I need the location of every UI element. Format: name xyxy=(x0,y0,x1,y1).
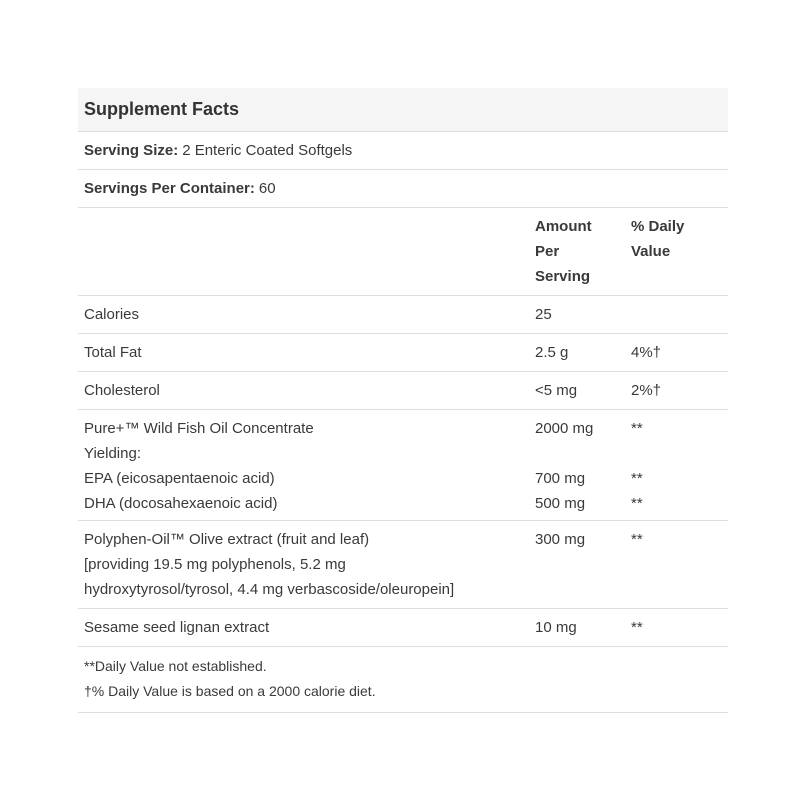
footnote-dv-not-established: **Daily Value not established. xyxy=(84,658,267,674)
nutrient-dv: 2%† xyxy=(631,382,662,399)
nutrient-row-fish-oil xyxy=(78,410,728,521)
yielding-label: Yielding: xyxy=(84,445,141,462)
nutrient-amount: 25 xyxy=(535,306,552,323)
epa-amount: 700 mg xyxy=(535,470,586,487)
dha-dv: ** xyxy=(631,495,643,512)
servings-per-container-label: Servings Per Container: xyxy=(84,180,255,197)
nutrient-row-total-fat xyxy=(78,334,728,372)
supplement-facts-panel xyxy=(78,88,728,713)
serving-size-label: Serving Size: xyxy=(84,142,179,159)
olive-detail-line: hydroxytyrosol/tyrosol, 4.4 mg verbascoside/oleuropein] xyxy=(84,581,455,598)
epa-dv: ** xyxy=(631,470,643,487)
olive-name-line: Polyphen-Oil™ Olive extract (fruit and leaf) xyxy=(84,531,370,548)
nutrient-amount: 10 mg xyxy=(535,619,577,636)
nutrient-dv: 4%† xyxy=(631,344,662,361)
column-header-row xyxy=(78,208,728,296)
dha-amount: 500 mg xyxy=(535,495,586,512)
nutrient-name: Calories xyxy=(84,306,140,323)
olive-detail-line: [providing 19.5 mg polyphenols, 5.2 mg xyxy=(84,556,346,573)
footnotes xyxy=(78,647,728,713)
olive-dv: ** xyxy=(631,531,643,548)
nutrient-row-cholesterol xyxy=(78,372,728,410)
nutrient-row-sesame xyxy=(78,609,728,647)
nutrient-amount: <5 mg xyxy=(535,382,578,399)
nutrient-row-olive-extract xyxy=(78,521,728,609)
nutrient-amount: 2.5 g xyxy=(535,344,569,361)
fish-oil-name: Pure+™ Wild Fish Oil Concentrate xyxy=(84,420,314,437)
servings-per-container-value: 60 xyxy=(258,180,276,197)
nutrient-dv: ** xyxy=(631,619,643,636)
servings-per-container-row xyxy=(78,170,728,208)
footnote-calorie-diet: †% Daily Value is based on a 2000 calorie diet. xyxy=(84,683,376,699)
olive-amount: 300 mg xyxy=(535,531,586,548)
amount-header: Amount Per Serving xyxy=(535,218,592,285)
fish-oil-amount: 2000 mg xyxy=(535,420,594,437)
fish-oil-dv: ** xyxy=(631,420,643,437)
serving-size-value: 2 Enteric Coated Softgels xyxy=(182,142,353,159)
nutrient-name: Cholesterol xyxy=(84,382,160,399)
nutrient-dv xyxy=(631,302,728,333)
nutrient-name: Sesame seed lignan extract xyxy=(84,619,270,636)
daily-value-header: % Daily Value xyxy=(631,218,685,260)
serving-size-row xyxy=(78,132,728,170)
panel-title: Supplement Facts xyxy=(78,88,728,132)
nutrient-name: Total Fat xyxy=(84,344,142,361)
epa-name: EPA (eicosapentaenoic acid) xyxy=(84,470,275,487)
dha-name: DHA (docosahexaenoic acid) xyxy=(84,495,278,512)
nutrient-row-calories xyxy=(78,296,728,334)
